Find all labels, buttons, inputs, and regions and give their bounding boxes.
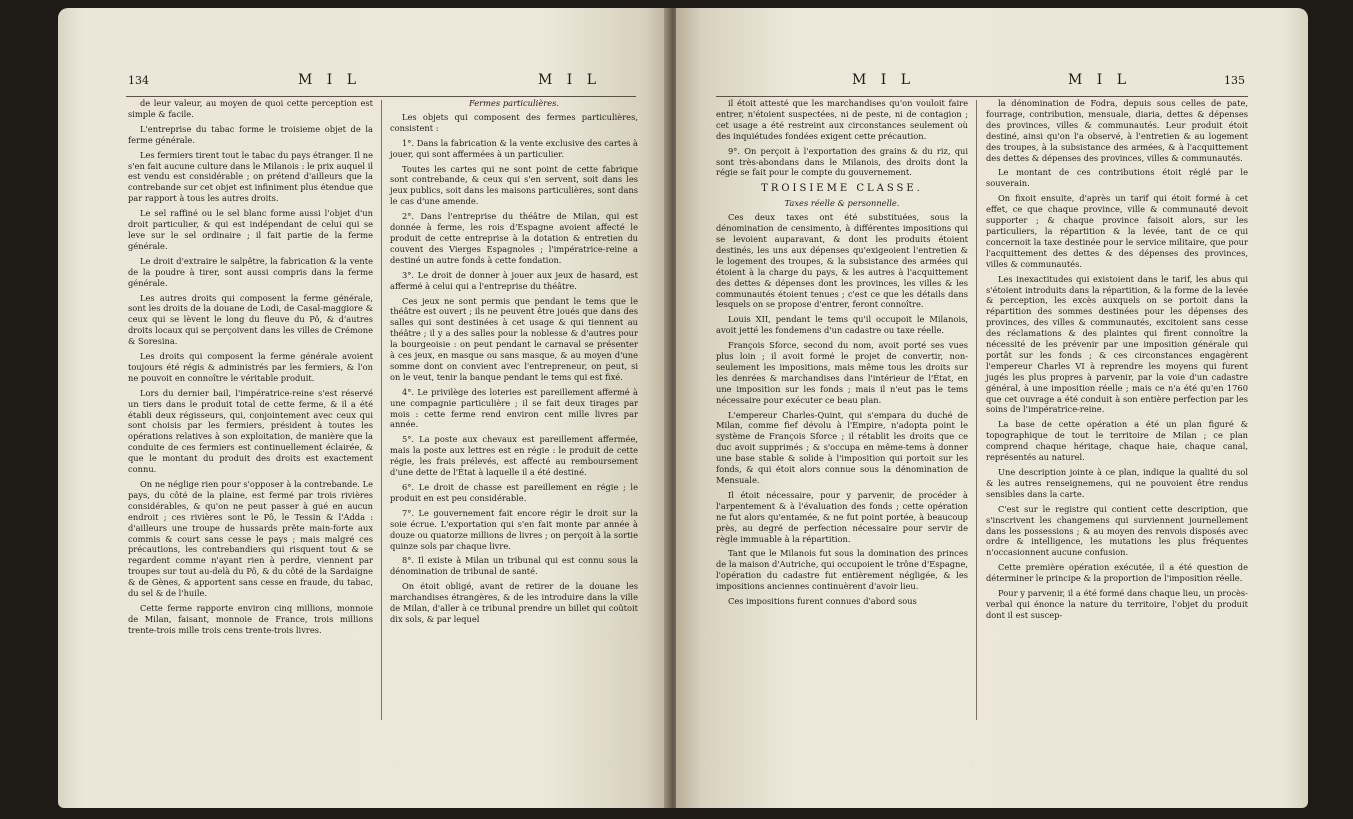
head-rule-left <box>126 96 636 97</box>
section-title: TROISIEME CLASSE. <box>761 183 923 195</box>
right-column-2 <box>986 98 1248 625</box>
paragraph: 4°. Le privilège des loteries est pareillement affermé à une compagnie particulière ; il se fait deux tirages par mois : cette ferme rend environ cent mille livres par année. <box>390 386 638 430</box>
paragraph: 6°. Le droit de chasse est pareillement en régie ; le produit en est peu considérable. <box>390 482 638 503</box>
paragraph: Les fermiers tirent tout le tabac du pays étranger. Il ne s'en fait aucune culture dans le Milanois : le prix auquel il est vendu est considérable ; on prétend d'ailleurs que la contrebande sur cet objet est infiniment plus étendue que par rapport à tous les autres droits. <box>128 149 373 204</box>
paragraph: Lors du dernier bail, l'impératrice-reine s'est réservé un tiers dans le produit total de cette ferme, & il a été établi deux régisseurs, qui, conjointement avec ceux qui sont choisis par les fermiers, président à toutes les opérations relatives à son exploitation, de manière que la conduite de ces fermiers est continuellement éclairée, & que le montant du produit des droits est exactement connu. <box>128 387 373 475</box>
paragraph: Le sel raffiné ou le sel blanc forme aussi l'objet d'un droit particulier, & qui est indépendant de celui qui se leve sur le sel ordinaire ; il fait partie de la ferme générale. <box>128 208 373 251</box>
paragraph: Ces deux taxes ont été substituées, sous la dénomination de censimento, à différentes impositions qui se levoient auparavant, & dont les produits étoient destinés, les uns aux dépenses qu'exigeoient l'entretien & le logement des troupes, & la subsistance des armées qui étoient à la charge du pays, & les autres à l'acquittement des dettes & dépenses dont les provinces, les villes & les communautés étoient tenues ; c'est ce que les détails dans lesquels on se propose d'entrer, feront connoître. <box>716 212 968 310</box>
paragraph: la dénomination de Fodra, depuis sous celles de pate, fourrage, contribution, mensuale, diaria, dettes & dépenses des provinces, villes & communautés. Leur produit étoit destiné, ainsi qu'on l'a observé, à l'entretien & au logement des troupes, à la subsistance des armées, & à l'acquittement des dettes & dépenses des provinces, villes & communautés. <box>986 98 1248 163</box>
left-column-1 <box>128 98 373 640</box>
left-column-2 <box>390 98 638 629</box>
paragraph: On ne néglige rien pour s'opposer à la contrebande. Le pays, du côté de la plaine, est fermé par trois rivières considérables, & qu'on ne peut passer à gué en aucun endroit ; ces rivières sont le Pô, le Tessin & l'Adda : d'ailleurs une troupe de hussards prête main-forte aux commis & court sans cesse le pays ; mais malgré ces précautions, les contrebandiers qui risquent tout & se regardent comme n'ayant rien à perdre, viennent par troupes sur tout au-delà du Pô, & du côté de la Sardaigne & de Gènes, & apportent sans cesse en fraude, du tabac, du sel & de l'huile. <box>128 479 373 599</box>
paragraph: Ces jeux ne sont permis que pendant le tems que le théâtre est ouvert ; ils ne peuvent être joués que dans des salles qui sont destinées à cet usage & qui tiennent au théâtre ; il y a des salles pour la noblesse & d'autres pour la bourgeoisie : on peut pendant le carnaval se présenter à ces jeux, en masque ou sans masque, & au moyen d'une somme dont on convient avec l'entrepreneur, on peut, si on le veut, tenir la banque pendant le tems qui est fixé. <box>390 295 638 382</box>
running-head-right-a: M I L <box>852 72 916 88</box>
paragraph: 2°. Dans l'entreprise du théâtre de Milan, qui est donnée à ferme, les rois d'Espagne avoient affecté le produit de cette entreprise à la dotation & entretien du couvent des Vierges Espagnoles ; l'impératrice-reine a destiné un autre fonds à cette fondation. <box>390 211 638 265</box>
column-divider-right <box>976 100 977 720</box>
paragraph: Cette première opération exécutée, il a été question de déterminer le principe & la proportion de l'imposition réelle. <box>986 562 1248 584</box>
paragraph: 3°. Le droit de donner à jouer aux jeux de hasard, est affermé à celui qui a l'entreprise du théâtre. <box>390 269 638 291</box>
right-page <box>676 8 1308 808</box>
paragraph: Les droits qui composent la ferme générale avoient toujours été régis & administrés par les fermiers, & l'on ne pouvoit en connoître le véritable produit. <box>128 351 373 383</box>
paragraph: Ces impositions furent connues d'abord sous <box>728 596 917 607</box>
page-number-right: 135 <box>1224 74 1245 87</box>
paragraph: Louis XII, pendant le tems qu'il occupoit le Milanois, avoit jetté les fondemens d'un cadastre ou taxe réelle. <box>716 314 968 336</box>
paragraph: Le montant de ces contributions étoit réglé par le souverain. <box>986 167 1248 189</box>
paragraph: de leur valeur, au moyen de quoi cette perception est simple & facile. <box>128 98 373 119</box>
section-heading: Fermes particulières. <box>468 98 560 108</box>
paragraph: Les inexactitudes qui existoient dans le tarif, les abus qui s'étoient introduits dans la répartition, & la forme de la levée & perception, les excès auxquels on se portoit dans la répartition des sommes destinées pour les dépenses des provinces, des villes & communautés, excitoient sans cesse des réclamations & des plaintes qui firent connoître la nécessité de les prévenir par une imposition générale qui portât sur les fonds ; & ces circonstances engagèrent l'empereur Charles VI à reprendre les moyens qui furent jugés les plus propres à parvenir, par la voie d'un cadastre général, à une imposition réelle ; mais ce n'a été qu'en 1760 que cet ouvrage a été conduit à son entière perfection par les soins de l'impératrice-reine. <box>986 273 1248 415</box>
paragraph: Tant que le Milanois fut sous la domination des princes de la maison d'Autriche, qui occupoient le trône d'Espagne, l'opération du cadastre fut entièrement négligée, & les impositions anciennes continuèrent d'avoir lieu. <box>716 548 968 592</box>
column-divider-left <box>381 100 382 720</box>
paragraph: 1°. Dans la fabrication & la vente exclusive des cartes à jouer, qui sont affermées à un particulier. <box>390 137 638 159</box>
left-page <box>58 8 670 808</box>
section-subtitle: Taxes réelle & personnelle. <box>784 198 900 209</box>
paragraph: Une description jointe à ce plan, indique la qualité du sol & les autres renseignemens, qui ne pouvoient être rendus sensibles dans la carte. <box>986 467 1248 499</box>
open-book <box>58 8 1308 816</box>
paragraph: 7°. Le gouvernement fait encore régir le droit sur la soie écrue. L'exportation qui s'en fait monte par année à douze ou quatorze millions de livres ; on perçoit à la sortie quinze sols par chaque livre. <box>390 507 638 551</box>
paragraph: C'est sur le registre qui contient cette description, que s'inscrivent les changemens qui surviennent journellement dans les possessions ; & au moyen des renvois disposés avec ordre & intelligence, les mutations les plus fréquentes n'occasionnent aucune confusion. <box>986 503 1248 558</box>
paragraph: Le droit d'extraire le salpêtre, la fabrication & la vente de la poudre à tirer, sont aussi compris dans la ferme générale. <box>128 255 373 288</box>
paragraph: On étoit obligé, avant de retirer de la douane les marchandises étrangères, & de les introduire dans la ville de Milan, d'aller à ce tribunal prendre un billet qui coûtoit dix sols, & par lequel <box>390 581 638 624</box>
paragraph: L'empereur Charles-Quint, qui s'empara du duché de Milan, comme fief dévolu à l'Empire, n'adopta point le système de François Sforce ; il rétablit les droits que ce duc avoit supprimés ; & s'occupa en même-tems à donner une base stable & solide à l'imposition qui portoit sur les fonds, & qui étoit alors connue sous la dénomination de Mensuale. <box>716 409 968 485</box>
paragraph: il étoit attesté que les marchandises qu'on vouloit faire entrer, n'étoient suspectées, ni de peste, ni de contagion ; cet usage a été restreint aux circonstances seulement où des inquiétudes fondées exigent cette précaution. <box>716 98 968 141</box>
page-number-left: 134 <box>128 74 149 87</box>
paragraph: 9°. On perçoit à l'exportation des grains & du riz, qui sont très-abondans dans le Milanois, des droits dont la régie se fait pour le compte du gouvernement. <box>716 145 968 178</box>
paragraph: On fixoit ensuite, d'après un tarif qui étoit formé à cet effet, ce que chaque province, ville & communauté devoit supporter ; & chaque province faisoit alors, sur les particuliers, la répartition & la levée, tant de ce qui concernoit la taxe destinée pour le service militaire, que pour l'acquittement des dettes & des dépenses des provinces, villes & communautés. <box>986 193 1248 269</box>
paragraph: Les autres droits qui composent la ferme générale, sont les droits de la douane de Lodi, de Casal-maggiore & ceux qui se lèvent le long du fleuve du Pô, & d'autres droits locaux qui se perçoivent dans les villes de Crémone & Soresina. <box>128 292 373 347</box>
paragraph: 5°. La poste aux chevaux est pareillement affermée, mais la poste aux lettres est en régie : le produit de cette régie, les frais prélevés, est affecté au remboursement d'une dette de l'État à laquelle il a été destiné. <box>390 434 638 478</box>
paragraph: Toutes les cartes qui ne sont point de cette fabrique sont contrebande, & ceux qui s'en servent, soit dans les jeux publics, soit dans les maisons particulières, sont dans le cas d'une amende. <box>390 163 638 207</box>
running-head-left-a: M I L <box>298 72 362 88</box>
running-head-right-b: M I L <box>1068 72 1132 88</box>
paragraph: Cette ferme rapporte environ cinq millions, monnoie de Milan, faisant, monnoie de France, trois millions trente-trois mille trois cens trente-trois livres. <box>128 602 373 635</box>
right-column-1 <box>716 98 968 611</box>
paragraph: L'entreprise du tabac forme le troisieme objet de la ferme générale. <box>128 123 373 145</box>
paragraph: Pour y parvenir, il a été formé dans chaque lieu, un procès-verbal qui énonce la nature du territoire, l'objet du produit dont il est suscep- <box>986 588 1248 620</box>
paragraph: La base de cette opération a été un plan figuré & topographique de tout le territoire de Milan ; ce plan comprend chaque héritage, chaque haie, chaque canal, représentés au naturel. <box>986 419 1248 463</box>
running-head-left-b: M I L <box>538 72 602 88</box>
paragraph: Les objets qui composent des fermes particulières, consistent : <box>390 111 638 133</box>
head-rule-right <box>716 96 1248 97</box>
paragraph: Il étoit nécessaire, pour y parvenir, de procéder à l'arpentement & à l'évaluation des fonds ; cette opération ne fut alors qu'entamée, & ne fut point portée, à beaucoup près, au degré de perfection nécessaire pour servir de règle immuable à la répartition. <box>716 489 968 544</box>
paragraph: 8°. Il existe à Milan un tribunal qui est connu sous la dénomination de tribunal de santé. <box>390 555 638 577</box>
paragraph: François Sforce, second du nom, avoit porté ses vues plus loin ; il avoit formé le projet de convertir, non-seulement les impositions, mais même tous les droits sur les denrées & marchandises dans l'intérieur de l'État, en une imposition sur les fonds ; mais il n'eut pas le tems nécessaire pour exécuter ce beau plan. <box>716 340 968 405</box>
